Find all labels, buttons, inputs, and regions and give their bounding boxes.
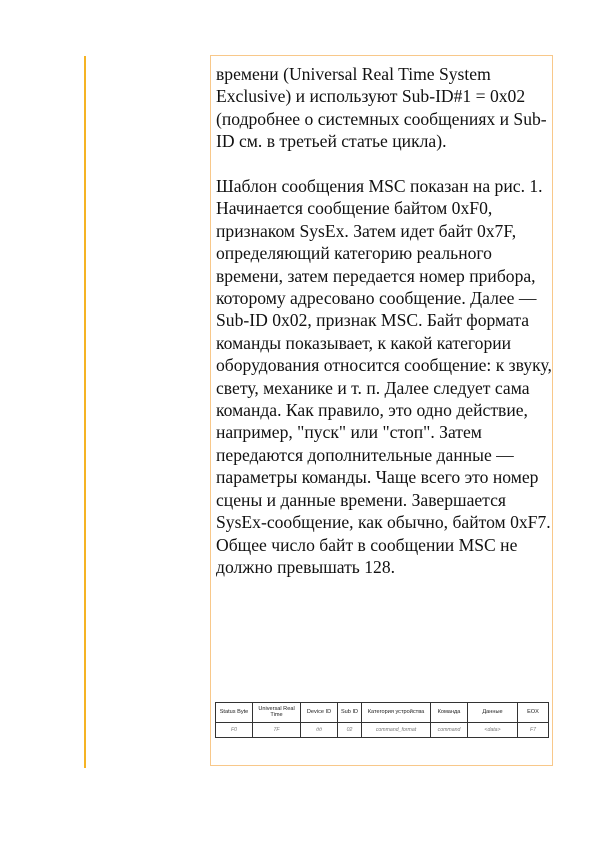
paragraph-continuation: времени (Universal Real Time System Exclusive) и используют Sub-ID#1 = 0x02 (подробнее о системных сообщениях и Sub-ID см. в третьей статье цикла).	[216, 64, 547, 152]
article-body	[216, 63, 552, 578]
value-cell-status-byte: F0	[216, 722, 253, 737]
table-header-row	[216, 703, 549, 723]
header-cell-eox: EOX	[518, 703, 549, 723]
header-cell-universal-real-time: Universal Real Time	[253, 703, 301, 723]
value-cell-command: command	[431, 722, 468, 737]
margin-rule	[84, 56, 86, 768]
header-cell-status-byte: Status Byte	[216, 703, 253, 723]
value-cell-eox: F7	[518, 722, 549, 737]
paragraph-msc-template: Шаблон сообщения MSC показан на рис. 1. Начинается сообщение байтом 0xF0, признаком SysEx. Затем идет байт 0x7F, определяющий категорию реального времени, затем передается номер прибора, которому адресовано сообщение. Далее — Sub-ID 0x02, признак MSC. Байт формата команды показывает, к какой категории оборудования относится сообщение: к звуку, свету, механике и т. п. Далее следует сама команда. Как правило, это одно действие, например, "пуск" или "стоп". Затем передаются дополнительные данные — параметры команды. Чаще всего это номер сцены и данные времени. Завершается SysEx-сообщение, как обычно, байтом 0xF7. Общее число байт в сообщении MSC не должно превышать 128.	[216, 176, 552, 577]
header-cell-data: Данные	[468, 703, 518, 723]
value-cell-device-id: дд	[301, 722, 338, 737]
header-cell-sub-id: Sub ID	[338, 703, 362, 723]
header-cell-command: Команда	[431, 703, 468, 723]
value-cell-data: <data>	[468, 722, 518, 737]
value-cell-sub-id: 02	[338, 722, 362, 737]
table-value-row	[216, 722, 549, 737]
value-cell-device-category: command_format	[362, 722, 431, 737]
msc-message-template-table	[215, 702, 549, 738]
header-cell-device-id: Device ID	[301, 703, 338, 723]
header-cell-device-category: Категория устройства	[362, 703, 431, 723]
value-cell-universal-real-time: 7F	[253, 722, 301, 737]
